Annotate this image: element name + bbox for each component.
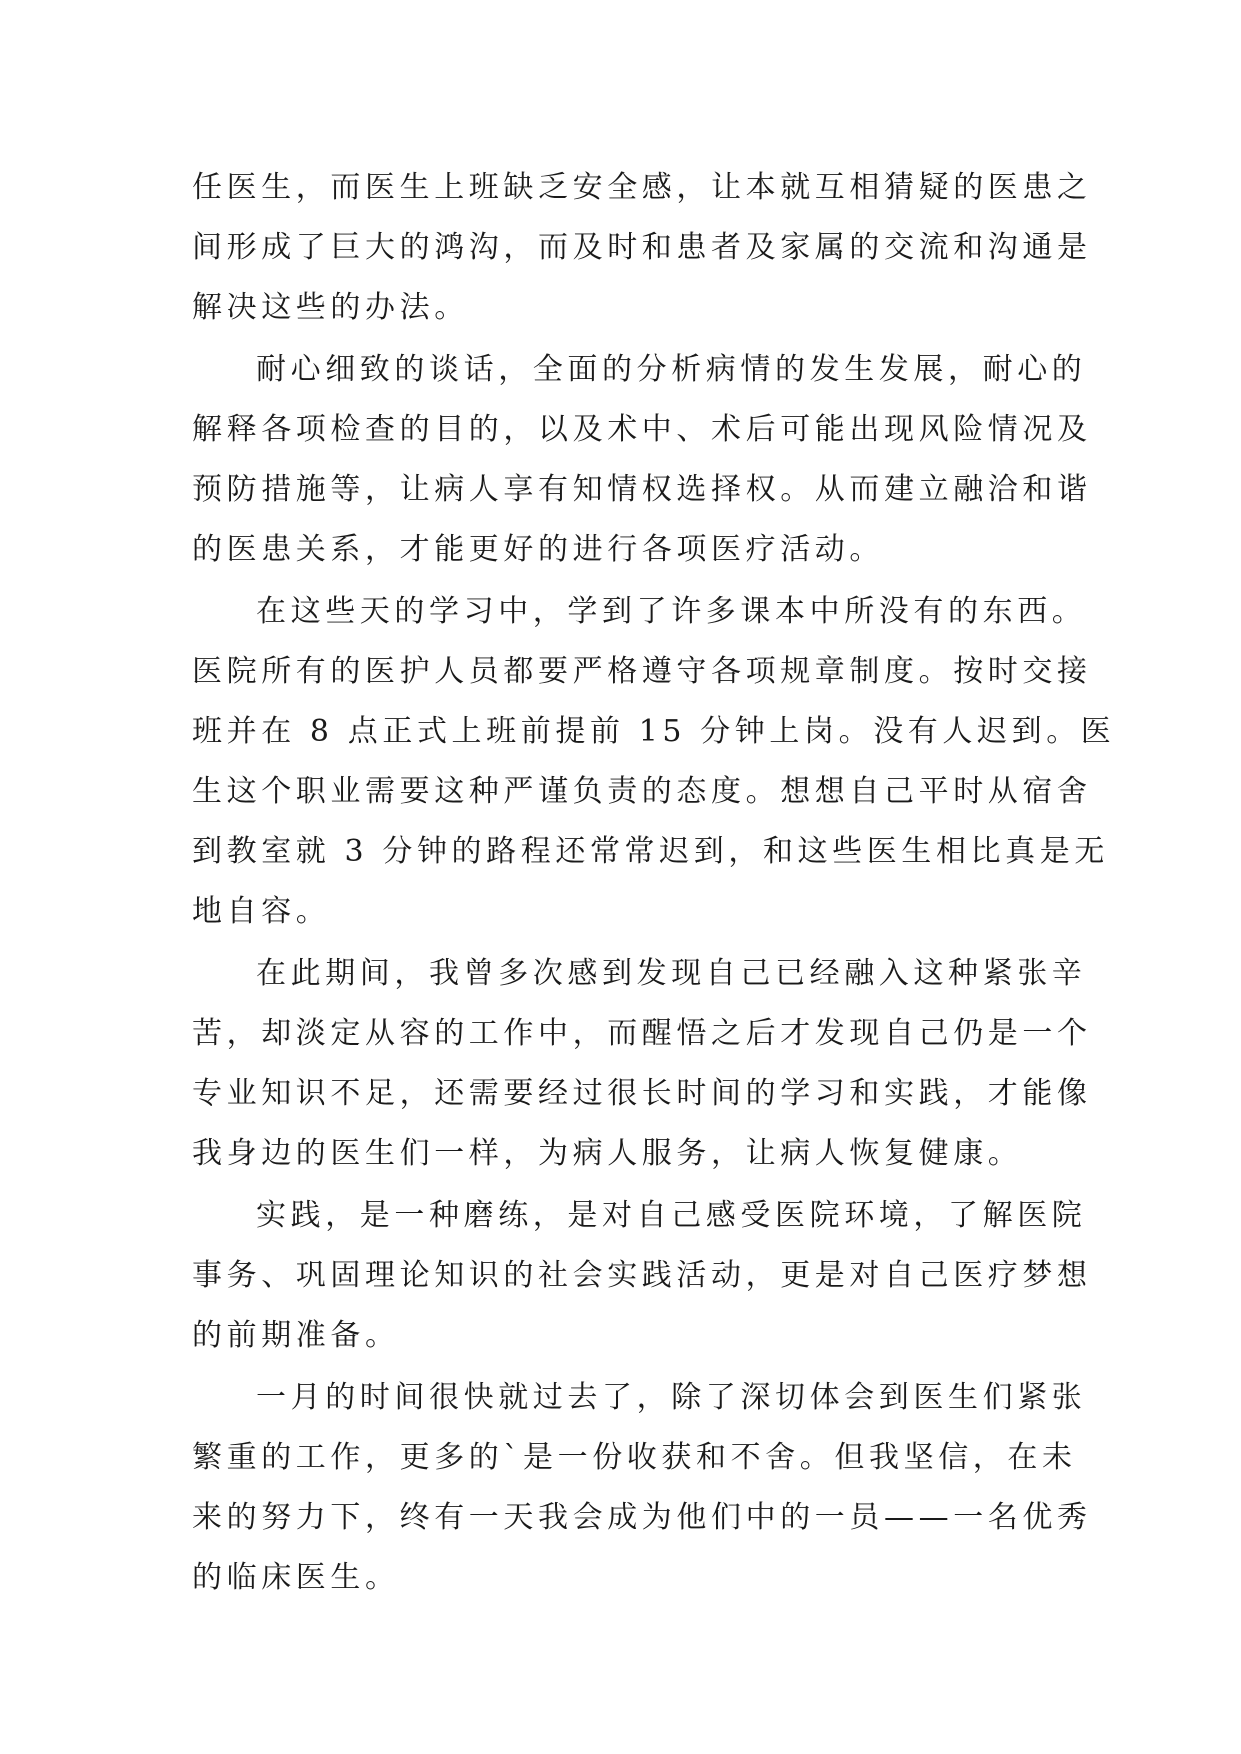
- paragraph-5: [192, 1186, 1092, 1366]
- text-line: 的医患关系，才能更好的进行各项医疗活动。: [192, 532, 884, 567]
- document-body: [192, 158, 1116, 1610]
- text-line: 到教室就 3 分钟的路程还常常迟到，和这些医生相比真是无: [192, 834, 1109, 869]
- text-line: 我身边的医生们一样，为病人服务，让病人恢复健康。: [192, 1136, 1023, 1171]
- text-line: 班并在 8 点正式上班前提前 15 分钟上岗。没有人迟到。医: [192, 714, 1116, 749]
- text-line: 专业知识不足，还需要经过很长时间的学习和实践，才能像: [192, 1076, 1092, 1111]
- text-line: 解释各项检查的目的，以及术中、术后可能出现风险情况及: [192, 412, 1092, 447]
- text-line: 事务、巩固理论知识的社会实践活动，更是对自己医疗梦想: [192, 1258, 1092, 1293]
- text-line: 实践，是一种磨练，是对自己感受医院环境，了解医院: [256, 1198, 1087, 1233]
- text-line: 任医生，而医生上班缺乏安全感，让本就互相猜疑的医患之: [192, 170, 1092, 205]
- text-line: 繁重的工作，更多的`是一份收获和不舍。但我坚信，在未: [192, 1440, 1077, 1475]
- text-line: 解决这些的办法。: [192, 290, 469, 325]
- paragraph-6: [192, 1368, 1092, 1608]
- text-line: 生这个职业需要这种严谨负责的态度。想想自己平时从宿舍: [192, 774, 1092, 809]
- paragraph-4: [192, 944, 1092, 1184]
- text-line: 来的努力下，终有一天我会成为他们中的一员——一名优秀: [192, 1500, 1092, 1535]
- text-line: 苦，却淡定从容的工作中，而醒悟之后才发现自己仍是一个: [192, 1016, 1092, 1051]
- text-line: 一月的时间很快就过去了，除了深切体会到医生们紧张: [256, 1380, 1087, 1415]
- text-line: 预防措施等，让病人享有知情权选择权。从而建立融洽和谐: [192, 472, 1092, 507]
- text-line: 地自容。: [192, 894, 331, 929]
- text-line: 在此期间，我曾多次感到发现自己已经融入这种紧张辛: [256, 956, 1087, 991]
- text-line: 耐心细致的谈话，全面的分析病情的发生发展，耐心的: [256, 352, 1087, 387]
- paragraph-3: [192, 582, 1116, 942]
- paragraph-2: [192, 340, 1092, 580]
- paragraph-1: [192, 158, 1092, 338]
- text-line: 间形成了巨大的鸿沟，而及时和患者及家属的交流和沟通是: [192, 230, 1092, 265]
- text-line: 医院所有的医护人员都要严格遵守各项规章制度。按时交接: [192, 654, 1092, 689]
- text-line: 的前期准备。: [192, 1318, 400, 1353]
- text-line: 在这些天的学习中，学到了许多课本中所没有的东西。: [256, 594, 1087, 629]
- text-line: 的临床医生。: [192, 1560, 400, 1595]
